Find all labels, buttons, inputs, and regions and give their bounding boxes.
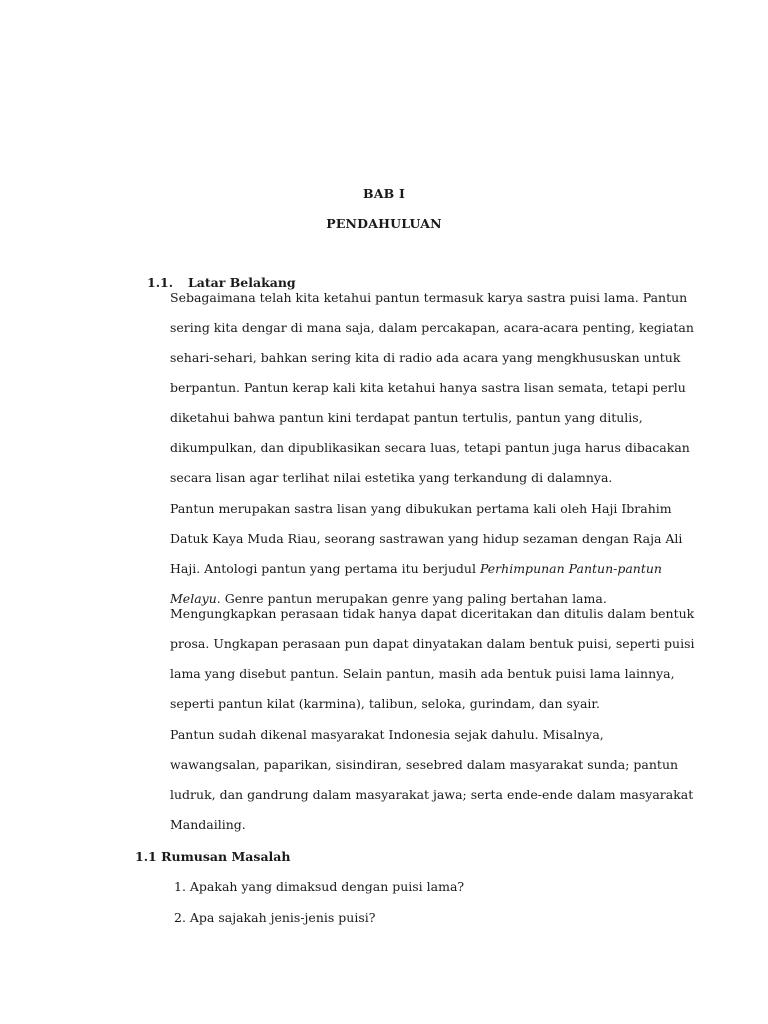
- paragraph-line: secara lisan agar terlihat nilai estetika yang terkandung di dalamnya.: [170, 470, 613, 485]
- section-title: Latar Belakang: [188, 275, 296, 290]
- section-heading-rumusan-masalah: 1.1 Rumusan Masalah: [135, 849, 291, 864]
- paragraph-line: Pantun sudah dikenal masyarakat Indonesia sejak dahulu. Misalnya,: [170, 727, 604, 742]
- list-item: 1. Apakah yang dimaksud dengan puisi lama?: [174, 879, 465, 894]
- chapter-number: BAB I: [362, 186, 406, 201]
- line-text: Haji. Antologi pantun yang pertama itu berjudul: [170, 561, 480, 576]
- book-title-italic: Melayu: [170, 591, 217, 606]
- paragraph-line: seperti pantun kilat (karmina), talibun, seloka, gurindam, dan syair.: [170, 696, 600, 711]
- list-item: 2. Apa sajakah jenis-jenis puisi?: [174, 910, 376, 925]
- paragraph-line-haji: [170, 561, 662, 577]
- line-text: . Genre pantun merupakan genre yang paling bertahan lama.: [216, 591, 607, 606]
- paragraph-line: diketahui bahwa pantun kini terdapat pantun tertulis, pantun yang ditulis,: [170, 410, 643, 425]
- chapter-title: PENDAHULUAN: [326, 216, 442, 231]
- paragraph-line: sering kita dengar di mana saja, dalam percakapan, acara-acara penting, kegiatan: [170, 320, 694, 335]
- paragraph-line: wawangsalan, paparikan, sisindiran, sesebred dalam masyarakat sunda; pantun: [170, 757, 679, 772]
- paragraph-line-melayu: [170, 591, 607, 607]
- paragraph-line: lama yang disebut pantun. Selain pantun, masih ada bentuk puisi lama lainnya,: [170, 666, 675, 681]
- paragraph-line: Mandailing.: [170, 817, 246, 832]
- paragraph-line: Mengungkapkan perasaan tidak hanya dapat diceritakan dan ditulis dalam bentuk: [170, 606, 695, 621]
- paragraph-line: ludruk, dan gandrung dalam masyarakat jawa; serta ende-ende dalam masyarakat: [170, 787, 694, 802]
- paragraph-line: Sebagaimana telah kita ketahui pantun termasuk karya sastra puisi lama. Pantun: [170, 290, 688, 305]
- paragraph-line: prosa. Ungkapan perasaan pun dapat dinyatakan dalam bentuk puisi, seperti puisi: [170, 636, 695, 651]
- paragraph-line: Pantun merupakan sastra lisan yang dibukukan pertama kali oleh Haji Ibrahim: [170, 501, 672, 516]
- section-number: 1.1.: [147, 275, 174, 290]
- paragraph-line: dikumpulkan, dan dipublikasikan secara luas, tetapi pantun juga harus dibacakan: [170, 440, 690, 455]
- paragraph-line: berpantun. Pantun kerap kali kita ketahui hanya sastra lisan semata, tetapi perlu: [170, 380, 686, 395]
- book-title-italic: Perhimpunan Pantun-pantun: [479, 561, 662, 576]
- paragraph-line: Datuk Kaya Muda Riau, seorang sastrawan yang hidup sezaman dengan Raja Ali: [170, 531, 683, 546]
- paragraph-line: sehari-sehari, bahkan sering kita di radio ada acara yang mengkhususkan untuk: [170, 350, 681, 365]
